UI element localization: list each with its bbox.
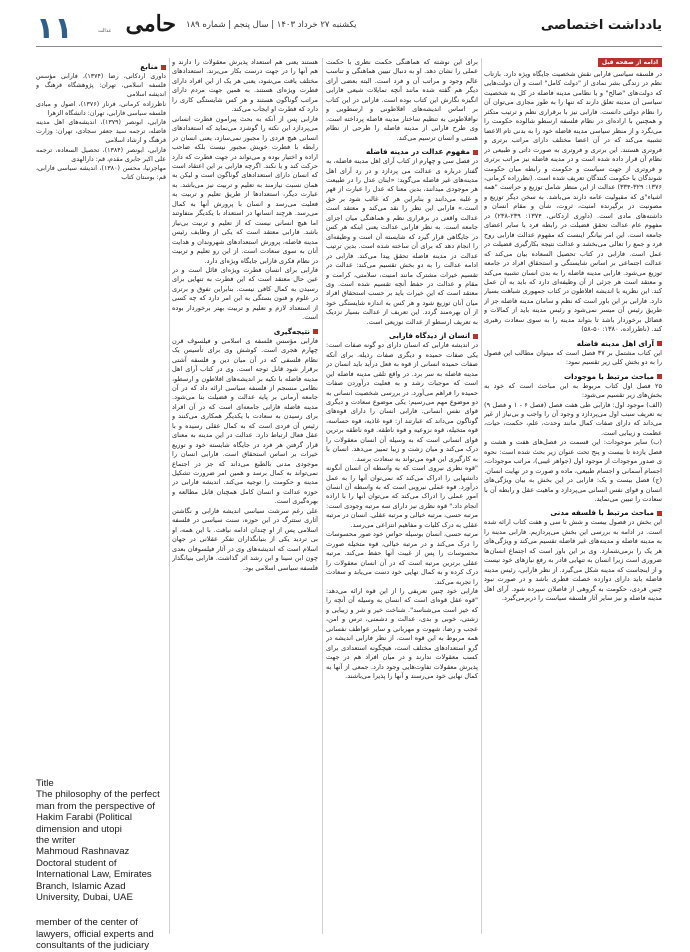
paragraph: مرتبه حسی، انسان بوسیله حواس خود صور محسوسات را درک می‌کند و در مرتبه خیالی، قوه متخیله صورت محسوسات را پس از غیبت آنها حفظ می‌کند. مرتبه عقلی برترین مرتبه است که در آن انسان معقولات را درک کرده و به کمال نهایی خود دست می‌یابد و سعادت را تجربه می‌کند. xyxy=(326,530,478,586)
article-column-3 xyxy=(172,58,318,934)
bullet-square-icon xyxy=(657,374,662,379)
paragraph: (ب) سایر موجودات: این قسمت در فصل‌های هفت و هشت و فصل یازده تا بیست و پنج تحت عنوان زیر بحث شده است: نحوه ی صدور موجودات از موجود اول (جواهر غیبی)، مراتب موجودات، اجسام آسمانی و اجسام طبیعی، ماده و صورت و در نهایت انسان. xyxy=(484,438,662,475)
reference-item: فارابی، ابونصر (۱۳۷۹)، اندیشه‌های اهل مدینه فاضله، ترجمه سید جعفر سجادی، تهران: وزارت فرهنگ و ارشاد اسلامی xyxy=(36,119,166,145)
paragraph: در اندیشه فارابی که انسان دارای دو گونه صفات است: یکی صفات حمیده و دیگری صفات رذیله. برای آنکه صفات حمیده انسانی از قوه به فعل درآید باید انسان در مدینه فاضله به سر برد. در واقع تلقی مدینه فاضله این است که موجبات رشد و به فعلیت درآوردن صفات حمیده را فراهم می‌آورد. در بررسی شخصیت انسانی به دو موضوع مهم می‌رسیم: یکی موضوع سعادت و دیگری قوای نفس انسانی. فارابی انسان را دارای قوه‌های گوناگون می‌داند که عبارتند از: قوه غاذیه، قوه حساسه، قوه متخیله، قوه نزوعیه و قوه ناطقه. قوه ناطقه برترین قوای انسانی است که به وسیله آن انسان معقولات را درک می‌کند و میان زشت و زیبا تمییز می‌دهد. انسان با به کارگیری این قوه می‌تواند به سعادت برسد. xyxy=(326,341,478,463)
column-divider xyxy=(322,58,323,934)
reference-item: داوری اردکانی، رضا (۱۳۷۴)، فارابی مؤسس فلسفه اسلامی، تهران: پژوهشگاه فرهنگ و اندیشه اسلامی xyxy=(36,73,166,99)
subheading: مفهوم عدالت در مدینه فاضله xyxy=(326,146,478,157)
paragraph: علی رغم سرشت سیاسی اندیشه فارابی و نگاشتن آثاری ستترگ در این حوزه، سنت سیاسی در فلسفه اسلامی پس از او چندان ادامه نیافت. با این همه، او بی تردید یکی از بنیانگذاران تفکر عقلانی در جهان اسلام است که اندیشه‌های وی در آثار فیلسوفان بعدی چون ابن سینا و ابن رشد اثر گذاشت. فارابی بنیانگذار فلسفه سیاسی اسلامی بود. xyxy=(172,506,318,572)
bullet-square-icon xyxy=(473,334,478,339)
article-column-2 xyxy=(326,58,478,934)
paragraph: این کتاب مشتمل بر ۳۷ فصل است که میتوان مطالب این فصول را به دو بخش کلی زیر تقسیم نمود: xyxy=(484,348,662,367)
reference-item: فارابی، ابونصر (۱۳۸۴)، تحصیل السعاده، ترجمه علی اکبر جابری مقدم، قم: دارالهدی xyxy=(36,146,166,163)
subheading: نتیجه‌گیری xyxy=(172,326,318,337)
paragraph: (ج) فصل بیست و یک: فارابی در این بخش به بیان ویژگی‌های انسان و قوای نفس انسانی می‌پردازد و ماهیت عقل و رابطه آن با سعادت را تبیین می‌نماید. xyxy=(484,476,662,504)
en-author: Mahmoud Rashnavaz xyxy=(36,846,130,858)
subheading: انسان از دیدگاه فارابی xyxy=(326,330,478,341)
paragraph: فارابی پس از آنکه به بحث پیرامون فطرت انسانی می‌پردازد این نکته را گوشزد می‌نماید که استعدادهای انسانی هیچ فردی را مجبور نمی‌سازد، یعنی انسان در رابطه با فطرت خویش مجبور نیست بلکه صاحب اراده و اختیار بوده و می‌تواند در جهت فطرت که دارد حرکت کند و یا نکند. اگرچه فارابی بر این اعتقاد است که انسان دارای استعدادهای گوناگون است و لیکن به همان نسبت نیازمند به تعلیم و تربیت نیز می‌باشد. به عبارت دیگر، استعدادها از طریق تعلیم و تربیت به فعلیت می‌رسد و انسان با پرورش آنها به کمال می‌رسد. هرچند انسانها در استعداد با یکدیگر متفاوتند اما هیچ انسانی نیست که از تعلیم و تربیت بی‌نیاز باشد. فارابی معتقد است که یکی از وظایف رئیس مدینه فاضله، پرورش استعدادهای شهروندان و هدایت آنان به سوی سعادت است. از این رو تعلیم و تربیت در نظام فکری فارابی جایگاه ویژه‌ای دارد. xyxy=(172,114,318,265)
article-column-4 xyxy=(36,58,166,770)
reference-item: مهاجرنیا، محسن (۱۳۸۰)، اندیشه سیاسی فارابی، قم: بوستان کتاب xyxy=(36,165,166,182)
continued-tag: ادامه از صفحه قبل xyxy=(598,58,662,67)
paragraph: فارابی مؤسس فلسفه ی اسلامی و فیلسوف قرن چهارم هجری است. کوشش وی برای تأسیس یک نظام فلسفی که در آن میان دین و فلسفه آشتی برقرار شود قابل توجه است. وی در کتاب آرای اهل مدینه فاضله با تکیه بر اندیشه‌های افلاطون و ارسطو، نظامی منسجم از فلسفه سیاسی ارائه داد که در آن جامعه آرمانی بر پایه عدالت و فضیلت بنا می‌شود. مدینه فاضله فارابی جامعه‌ای است که در آن افراد برای رسیدن به سعادت با یکدیگر همکاری می‌کنند و رئیس آن فردی است که به کمال عقلی رسیده و با عقل فعال ارتباط دارد. عدالت در این مدینه به معنای قرار گرفتن هر فرد در جایگاه شایسته خود و توزیع خیرات بر اساس استحقاق است. فارابی انسان را موجودی مدنی بالطبع می‌داند که جز در اجتماع نمی‌تواند به کمال برسد و همین امر ضرورت تشکیل مدینه و حکومت را توجیه می‌کند. اندیشه فارابی در حوزه عدالت و انسان کامل همچنان قابل مطالعه و بهره‌گیری است. xyxy=(172,336,318,506)
bullet-square-icon xyxy=(657,341,662,346)
paragraph: فارابی برای انسان فطرت ویژه‌ای قائل است و در عین حال معتقد است که این فطرت به تنهایی برای رسیدن به کمال کافی نیست. بنابراین تفوق و برتری در علوم و فنون بستگی به این امر دارد که چه کسی از استعداد لازم و تعلیم و تربیت بهتر برخوردار بوده است. xyxy=(172,265,318,322)
logo-mark-text: عدالت xyxy=(98,28,112,34)
subheading: آرای اهل مدینه فاضله xyxy=(484,338,662,349)
en-membership: member of the center of lawyers, official experts and consultants of the judiciary xyxy=(36,917,154,952)
paragraph: فارابی خود چنین تعریفی را از این قوه ارائه می‌دهد: "قوه عقل قوه‌ای است که انسان به وسیله آن آنچه را که خیر است می‌شناسد". شناخت خیر و شر و زیبایی و زشتی، خوبی و بدی، عدالت و دشمنی، ترس و امن، عجب و رضا، شهوت و مهربانی و سایر عواطف نفسانی همه مربوط به این قوه است. از نظر فارابی اندیشه در گرو استعدادهای مختلف است، هیچگونه استعدادی برای کسب معقولات ندارند و در میان افراد هم در جهت پذیرش معقولات تفاوت‌هایی وجود دارد. جمعی از آنها به کمال نهایی خود می‌رسند و آنها را پذیرا می‌باشند. xyxy=(326,587,478,681)
paragraph: در فصل سی و چهارم از کتاب آرای اهل مدینه فاضله، به گفتار درباره ی عدالت می پردازد و در رد آرای اهل مدینه‌های غیر فاضله می‌گوید: «اینان عدل را در طبیعت هر موجودی میدانند، بدین معنا که عدل را عبارت از قهر و غلبه می‌دانند و بنابراین هر که غالب شود بر حق است.» فارابی این نظر را نقد می‌کند و معتقد است عدالت واقعی در برقراری نظم و هماهنگی میان اجزای جامعه است. به نظر فارابی عدالت یعنی اینکه هر کس در جایگاهی قرار گیرد که شایسته آن است و وظیفه‌ای را انجام دهد که برای آن ساخته شده است. بدین ترتیب عدالت در مدینه فاضله تحقق پیدا می‌کند. فارابی در ادامه عدالت را به دو بخش تقسیم می‌کند: عدالت در تقسیم خیرات مشترک مانند امنیت، سلامتی، کرامت و مقام و عدالت در حفظ آنچه تقسیم شده است. وی معتقد است که این خیرات باید بر حسب استحقاق افراد میان آنان توزیع شود و هر کس به اندازه شایستگی خود از آن بهره‌مند گردد. این تعریف از عدالت بسیار نزدیک به تعریف ارسطو از عدالت توزیعی است. xyxy=(326,157,478,326)
subheading: مباحث مرتبط با موجودات xyxy=(484,371,662,382)
paragraph: برای این نوشته که هماهنگی حکمت نظری با حکمت عملی را نشان دهد. او به دنبال تبیین هماهنگی و تناسب عالم وجود و مراتب آن و فرد است. البته بعضی آرای دیگر هم گفته شده مانند آنچه تمایلات شیعی فارابی انگیزه نگارش این کتاب بوده است. فارابی در این کتاب بر اساس اندیشه‌های افلاطونی و ارسطویی و نوافلاطونی به تنظیم ساختار مدینه فاضله پرداخته است. وی طرح فارابی از مدینه فاضله را طرحی از نظام هستی و انسان ترسیم می‌کند. xyxy=(326,58,478,142)
en-writer-label: the writer xyxy=(36,835,76,847)
subheading: مباحث مرتبط با فلسفه مدنی xyxy=(484,507,662,518)
english-abstract xyxy=(36,778,170,952)
paragraph: (الف) موجود اول: فارابی طی هفت فصل (فصل ۶ - ۱ و فصل ۹) به تعریف سبب اول می‌پردازد و وجود آن را واجب و بی‌نیاز از غیر می‌داند که دارای صفات کمال مانند وحدت، علم، حکمت، حیات، عظمت و زیبایی است. xyxy=(484,400,662,437)
newspaper-logo xyxy=(98,12,176,42)
header-divider xyxy=(36,46,662,47)
paragraph: هستند یعنی هم استعداد پذیرش معقولات را دارند و هم آنها را در جهت درست بکار می‌برند. استعدادهای مختلف یافت می‌شود، یعنی هر یک از این افراد دارای فطرت ویژه‌ای هستند. به همین جهت مردم دارای مراتب گوناگون هستند و هر کس شایستگی کاری را دارد که فطرت او ایجاب می‌کند. xyxy=(172,58,318,114)
bullet-square-icon xyxy=(473,150,478,155)
bullet-square-icon xyxy=(313,329,318,334)
section-title: یادداشت اختصاصی xyxy=(540,18,662,33)
en-degree: Doctoral student of International Law, Emirates Branch, Islamic Azad University, Dubai, UAE xyxy=(36,857,152,904)
paragraph: این بخش در فصول بیست و شش تا سی و هفت کتاب ارائه شده است. در ادامه به بررسی این بخش می‌پردازیم. فارابی مدینه را به مدینه فاضله و مدینه‌های غیر فاضله تقسیم می‌کند و ویژگی‌های هر یک را برمی‌شمارد. وی بر این باور است که اجتماع انسان‌ها ضروری است زیرا انسان به تنهایی قادر به رفع نیازهای خود نیست و از اینجاست که مدینه شکل می‌گیرد. از نظر فارابی، رئیس مدینه فاضله باید دارای دوازده خصلت فطری باشد و در صورت نبود چنین فردی، حکومت به گروهی از فاضلان سپرده شود. آرای اهل مدینه فاضله و نیز سایر آثار فلسفه سیاست را دربرمی‌گیرد. xyxy=(484,518,662,603)
paragraph: "قوه نظری نیروی است که به واسطه آن انسان آنگونه دانشهایی را ادراک می‌کند که نمی‌توان آنها را به عمل درآورد. قوه عملی نیرویی است که به واسطه آن انسان امور عملی را ادراک می‌کند که می‌توان آنها را با اراده انجام داد." قوه نظری نیز دارای سه مرتبه وجودی است: مرتبه حسی، مرتبه خیالی و مرتبه عقلی. انسان در مرتبه عقلی به درک کلیات و مفاهیم انتزاعی می‌رسد. xyxy=(326,464,478,529)
references-heading: منابع xyxy=(36,61,166,72)
page-number: ۱۱ xyxy=(36,11,73,46)
column-divider xyxy=(481,58,482,934)
page-header xyxy=(36,12,662,46)
paragraph: ۲۵ فصل اول کتاب مربوط به این مباحث است که خود به بخش‌های زیر تقسیم می‌شود: xyxy=(484,381,662,400)
issue-info: یکشنبه ۲۷ خرداد ۱۴۰۳ | سال پنجم | شماره ۱۸۹ xyxy=(186,20,357,30)
bullet-square-icon xyxy=(161,65,166,70)
bullet-square-icon xyxy=(657,511,662,516)
reference-item: ناظرزاده کرمانی، فرناز (۱۳۷۶)، اصول و مبادی فلسفه سیاسی فارابی، تهران: دانشگاه الزهرا xyxy=(36,100,166,117)
en-title-label: Title xyxy=(36,778,54,789)
paragraph: در فلسفه سیاسی فارابی نقش شخصیت جایگاه ویژه دارد. بازتاب نظم در زندگی بشر نمادی از "دولت کامل" است و آن دولت‌هایی که دولت‌های "صالح" و یا نظامی مدینه فاضله در کل به شخصیت سیاسی آن مدینه تعلق دارند که تنها را به طور مجازی می‌توان آن را نظام دولتی دانست. فارابی نیز با برقراری نظم و ترتیب متکثر و همچنین با اراده‌ای در نظام فلسفه ارسطو شالوده حکومت را می‌نگرد و از منظر سیاسی مدینه فاضله خود را به بدنی تام الاعضا تشبیه می‌کند که در آن اعضا مختلف دارای مراتب برتری و فروتری هستند. این برتری و فروتری به صورت ذاتی و طبیعی در نظام آن قرار داده شده است و در مدینه فاضله نیز مراتب برتری و فروتری از جهت سیاست و حکومت و رابطه میان حکومت شوندگان با حکومت کنندگان تعریف شده است. (نظرزاده کرمانی، ۱۳۷۶: ۳۲۹-۳۳۴) عدالت از این منظر شامل توزیع و حراست "همه اشیاء"ی که مقبولیت عامه دارند می‌باشد. به سخن دیگر توزیع و مصونیت در برگیرنده امنیت، ثروت، شأن و مقام انسان و داشته‌های مادی است. (داوری اردکانی، ۱۳۷۴: ۲۳۹-۲۳۸) در مفهوم عام عدالت تحقق فضیلت در رابطه فرد با سایر اعضای جامعه است. این امر بیانگر اینست که مفهوم عدالت فارابی روح فرد و جمع را تعالی می‌بخشد و عدالت نتیجه بکارگیری فضیلت در عمل است. فارابی در کتاب تحصیل السعاده بیان می‌کند که عدالت اجتماعی بر اساس شایستگی و استحقاق افراد در جامعه توزیع می‌شود. فارابی مدینه فاضله را به بدن انسان تشبیه می‌کند و معتقد است هر جزئی از آن وظیفه‌ای دارد که باید به آن عمل کند. این نظریه با اندیشه افلاطون در کتاب جمهوری شباهت بسیار دارد. فارابی بر این باور است که نظم و سامان مدینه فاضله جز از طریق رئیس آن میسر نمی‌شود و رئیس مدینه باید از کمالات و فضائل برخوردار باشد تا بتواند مدینه را به سوی سعادت رهبری کند. (ناظرزاده، ۱۳۸۰: ۵۰-۵۸) xyxy=(484,70,662,334)
logo-main-text: حامی xyxy=(125,11,176,37)
references-list xyxy=(36,72,166,182)
en-title: The philosophy of the perfect man from the perspective of Hakim Farabi (Political dimension and utopi xyxy=(36,789,160,835)
article-column-1 xyxy=(484,58,662,934)
